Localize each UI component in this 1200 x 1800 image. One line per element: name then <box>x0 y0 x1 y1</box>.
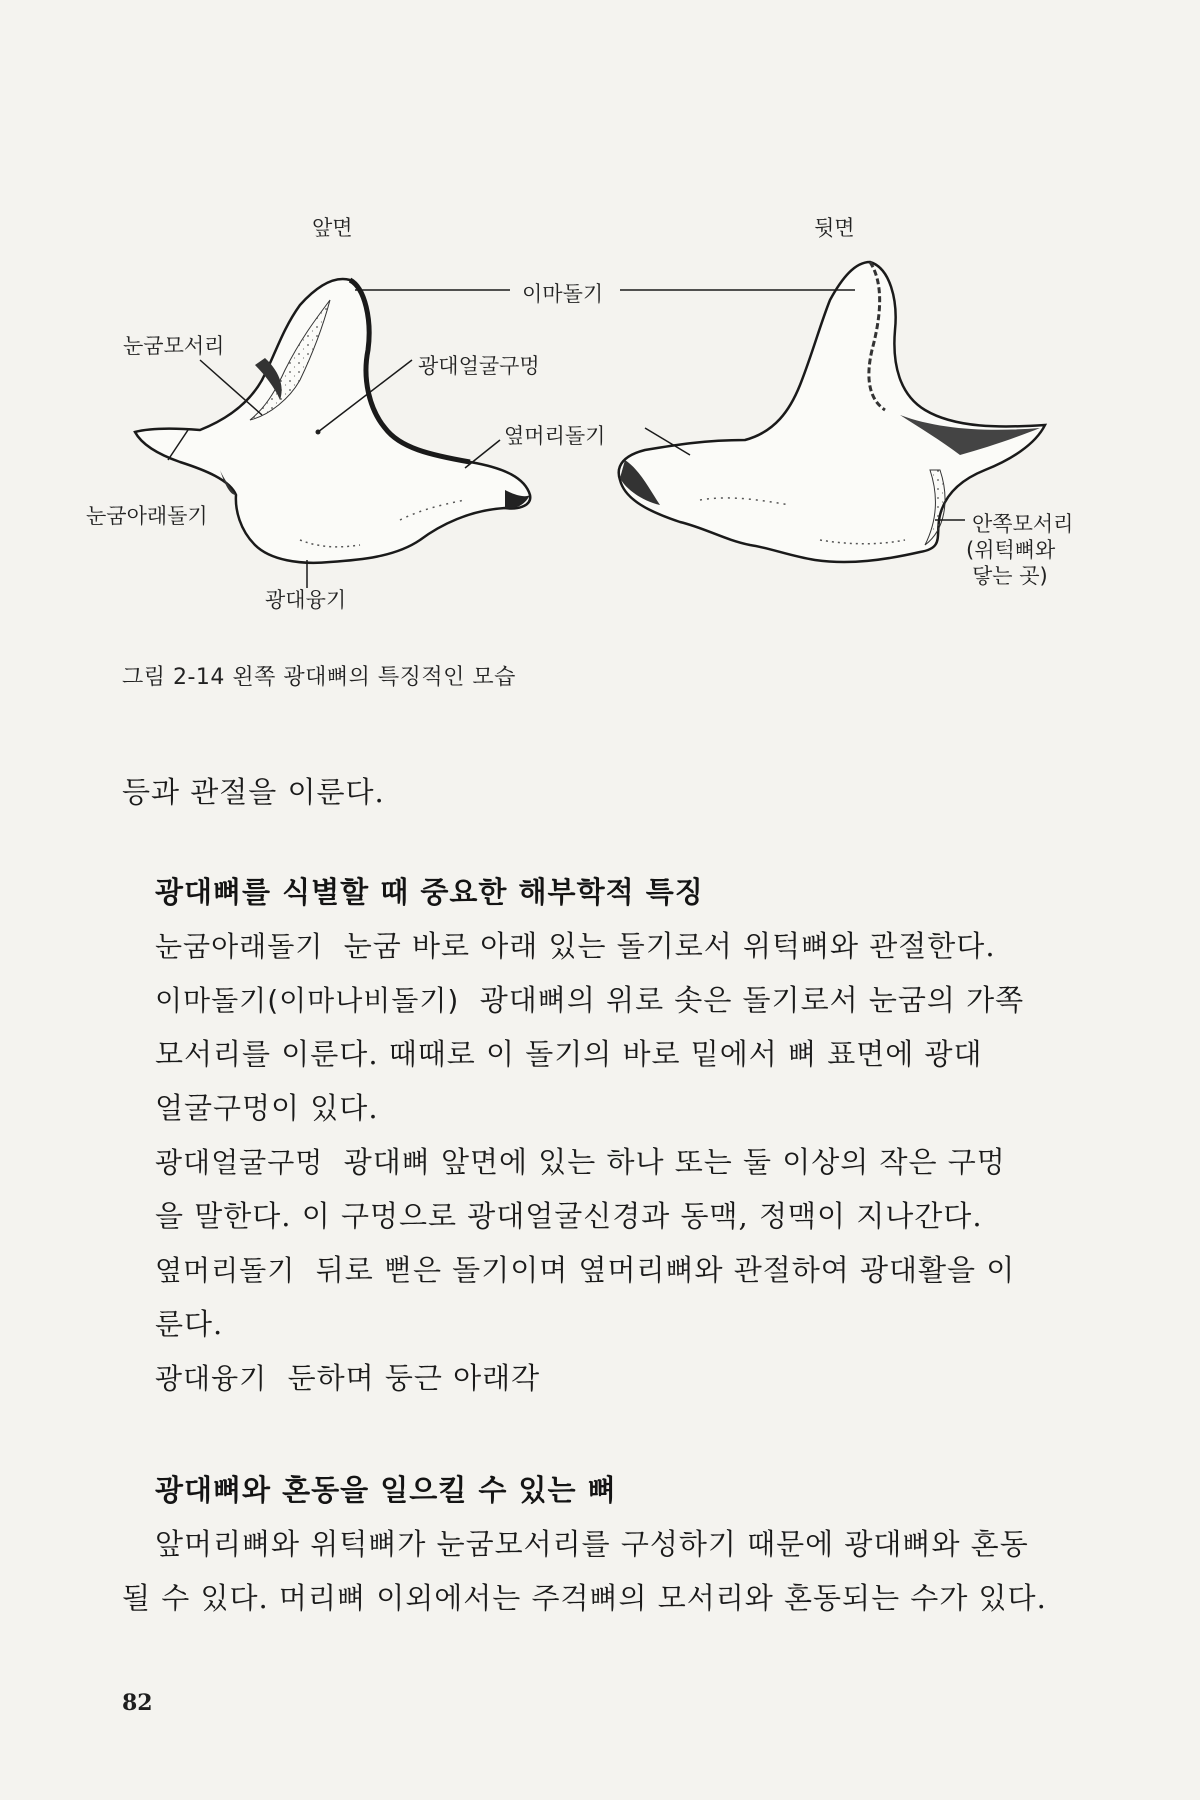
label-zygomaticofacial-foramen: 광대얼굴구멍 <box>418 354 540 378</box>
definition-infraorbital-process <box>155 924 996 965</box>
figure-caption: 그림 2-14 왼쪽 광대뼈의 특징적인 모습 <box>122 665 516 690</box>
term-label: 이마돌기(이마나비돌기) <box>155 984 460 1017</box>
definition-line: 눈굼 바로 아래 있는 돌기로서 위턱뼈와 관절한다. <box>343 929 996 963</box>
term-label: 광대얼굴구멍 <box>155 1146 324 1179</box>
label-zygomatic-tuberosity: 광대융기 <box>265 588 347 612</box>
page-number: 82 <box>122 1690 153 1716</box>
definition-line: 룬다. <box>155 1307 224 1341</box>
definition-line: 모서리를 이룬다. 때때로 이 돌기의 바로 밑에서 뼈 표면에 광대 <box>155 1037 983 1071</box>
paragraph-line: 될 수 있다. 머리뼈 이외에서는 주걱뼈의 모서리와 혼동되는 수가 있다. <box>122 1581 1047 1615</box>
label-frontal-process: 이마돌기 <box>522 282 604 306</box>
intro-text: 등과 관절을 이룬다. <box>122 775 385 809</box>
definition-line: 광대뼈 앞면에 있는 하나 또는 둘 이상의 작은 구멍 <box>343 1145 1006 1179</box>
label-temporal-process: 옆머리돌기 <box>504 424 606 448</box>
section2-heading: 광대뼈와 혼동을 일으킬 수 있는 뼈 <box>155 1473 617 1507</box>
term-label: 옆머리돌기 <box>155 1254 296 1287</box>
definition-line: 광대뼈의 위로 솟은 돌기로서 눈굼의 가쪽 <box>479 983 1025 1017</box>
definition-line: 얼굴구멍이 있다. <box>155 1091 379 1125</box>
definition-zygomatic-tuberosity <box>155 1356 540 1397</box>
label-orbital-margin: 눈굼모서리 <box>123 334 225 358</box>
paragraph-line: 앞머리뼈와 위턱뼈가 눈굼모서리를 구성하기 때문에 광대뼈와 혼동 <box>155 1527 1029 1561</box>
label-medial-margin-note-2: 닿는 곳) <box>972 564 1048 588</box>
definition-frontal-process <box>155 978 1024 1019</box>
definition-temporal-process <box>155 1248 1015 1289</box>
term-label: 눈굼아래돌기 <box>155 930 324 963</box>
definition-line: 뒤로 뻗은 돌기이며 옆머리뼈와 관절하여 광대활을 이 <box>315 1253 1016 1287</box>
back-view-title: 뒷면 <box>814 216 855 240</box>
label-infraorbital-process: 눈굼아래돌기 <box>86 504 208 528</box>
definition-line: 을 말한다. 이 구멍으로 광대얼굴신경과 동맥, 정맥이 지나간다. <box>155 1199 983 1233</box>
term-label: 광대융기 <box>155 1362 268 1395</box>
front-view-title: 앞면 <box>312 216 353 240</box>
section1-heading: 광대뼈를 식별할 때 중요한 해부학적 특징 <box>155 875 704 909</box>
label-medial-margin-note: (위턱뼈와 <box>966 538 1056 562</box>
definition-line: 둔하며 둥근 아래각 <box>287 1361 541 1395</box>
label-medial-margin: 안쪽모서리 <box>972 512 1074 536</box>
definition-zygomaticofacial-foramen <box>155 1140 1006 1181</box>
